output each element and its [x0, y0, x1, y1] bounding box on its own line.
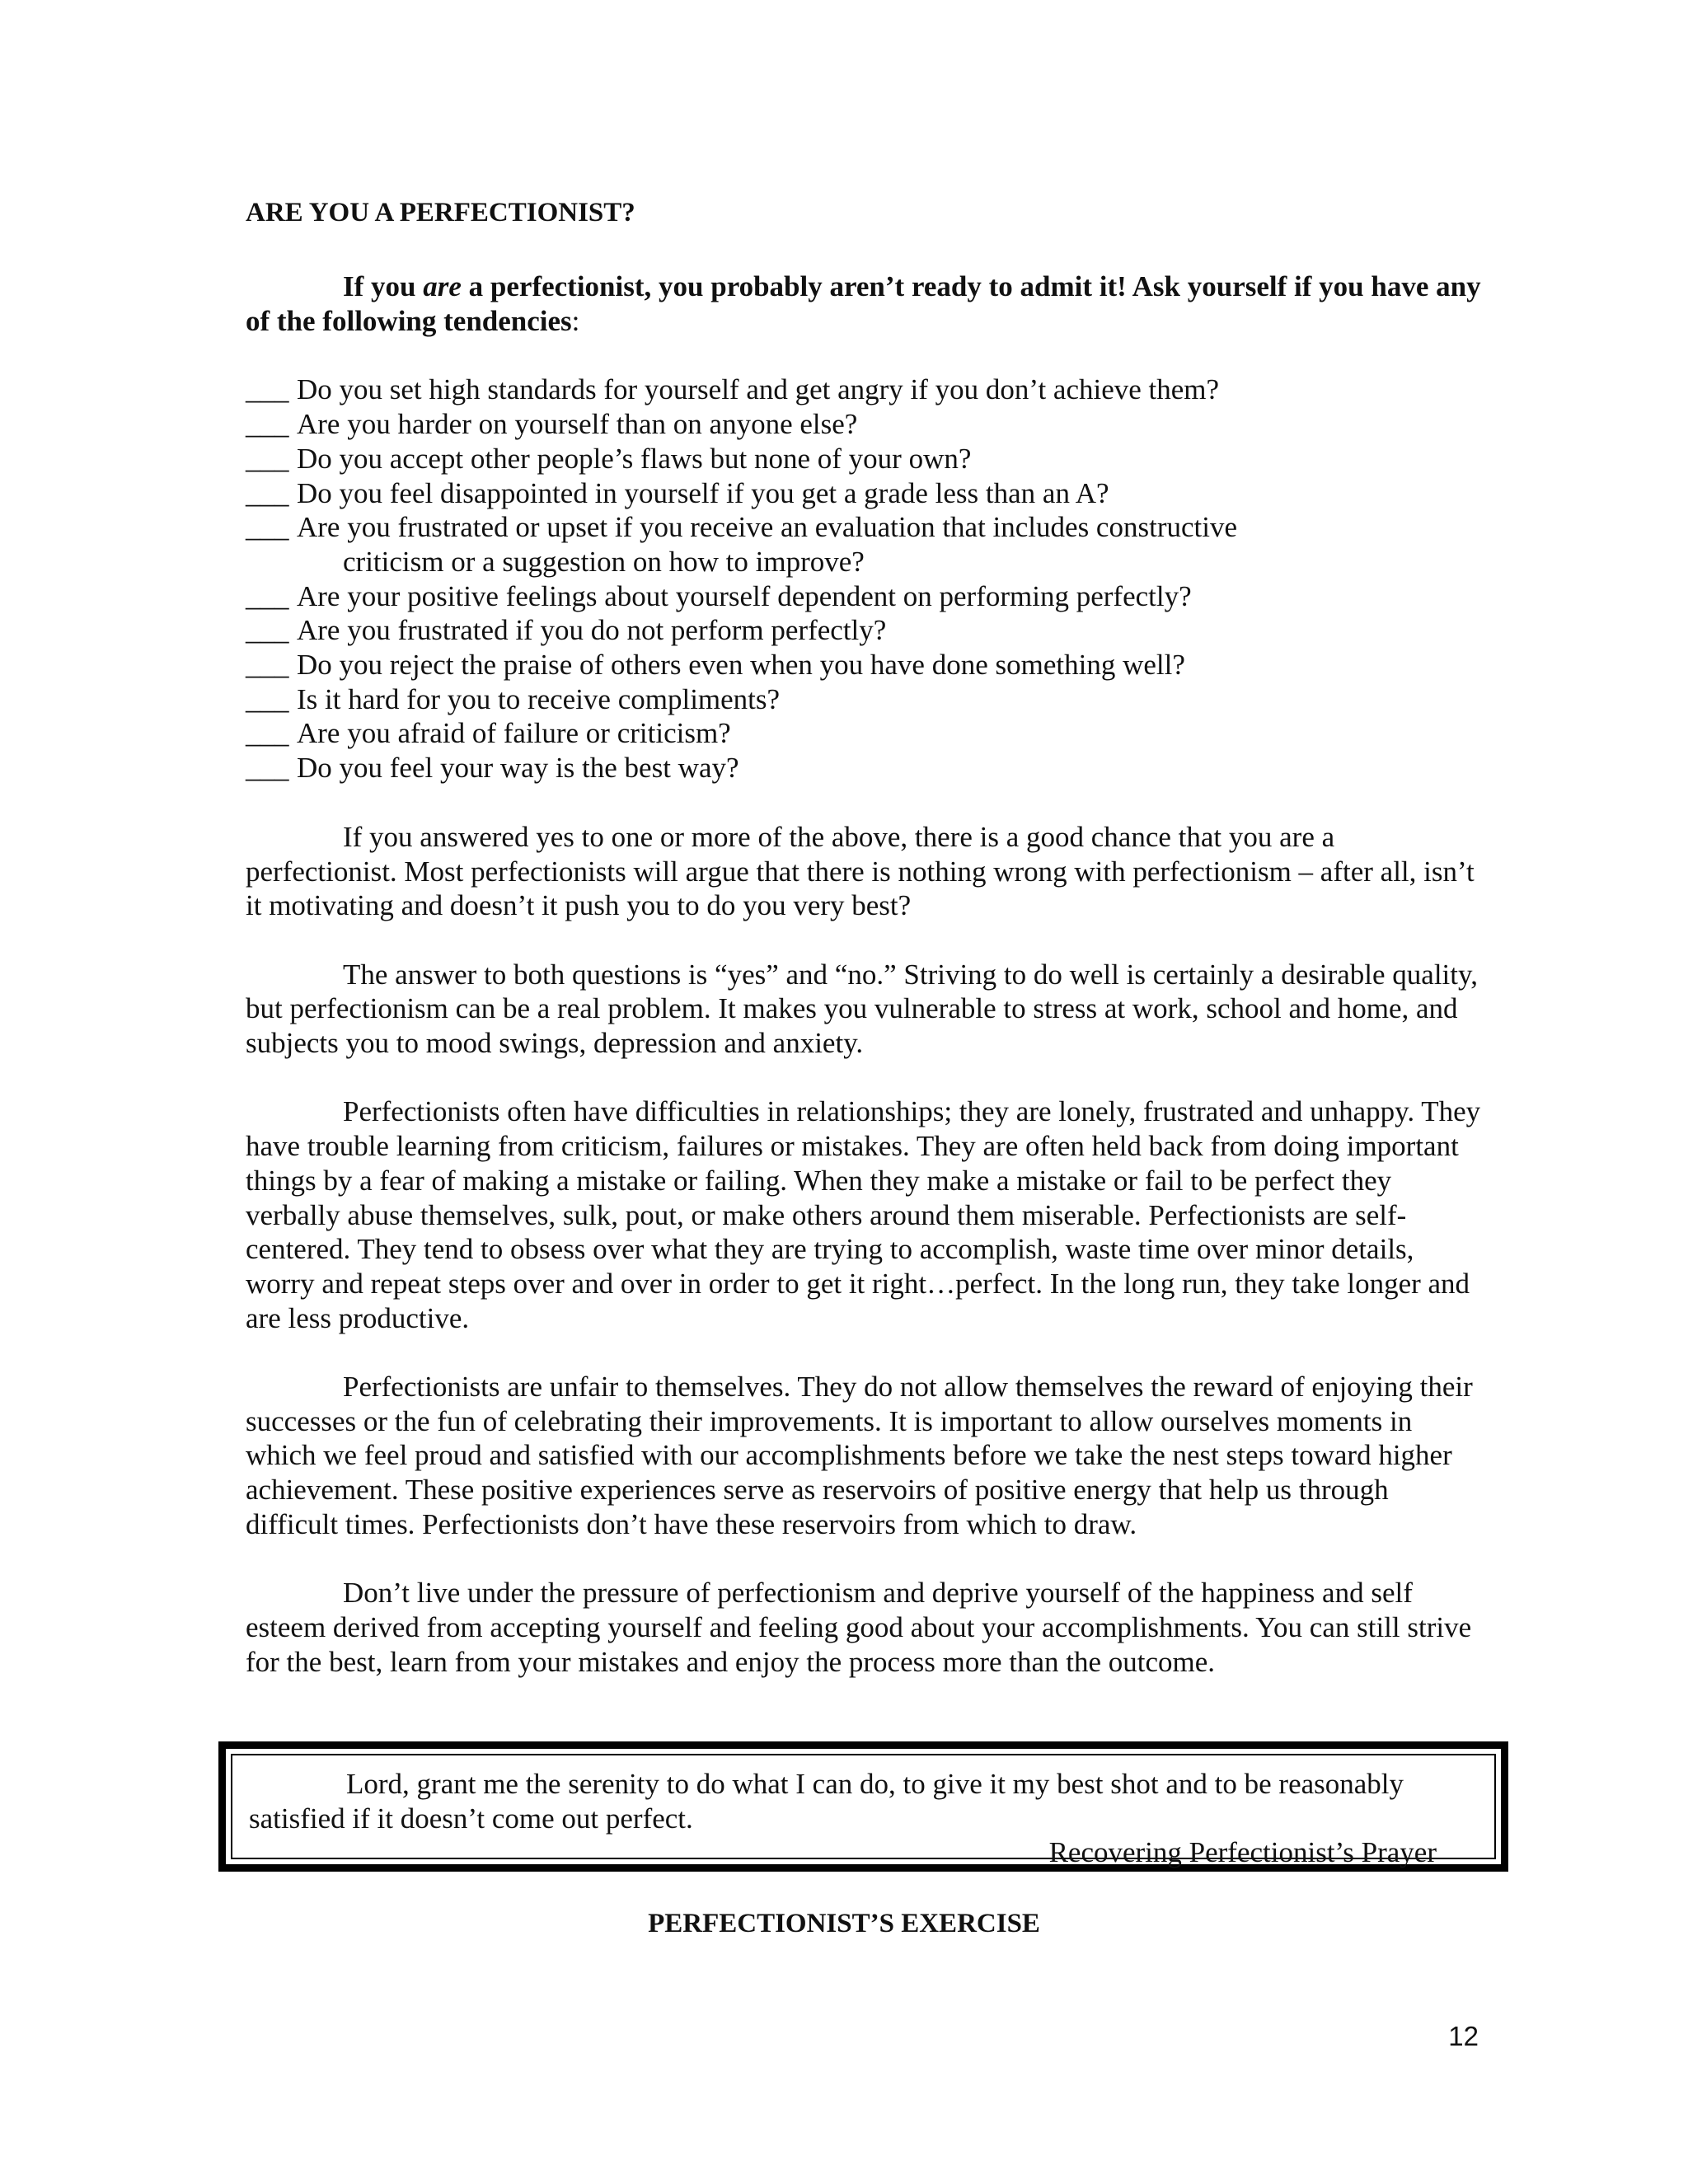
checklist-item — [246, 476, 1482, 511]
checklist-item — [246, 716, 1482, 751]
checklist-question: Are you afraid of failure or criticism? — [297, 717, 731, 750]
checklist-question: Is it hard for you to receive compliments? — [297, 682, 781, 715]
body-paragraph: If you answered yes to one or more of the above, there is a good chance that you are a perfectionist. Most perfectionists will argue that there is nothing wrong with perfectionism – after all, isn’t it motivating and doesn’t it push you to do you very best? — [246, 820, 1475, 922]
body-paragraph: The answer to both questions is “yes” and “no.” Striving to do well is certainly a desirable quality, but perfectionism can be a real problem. It makes you vulnerable to stress at work, school and home, and subjects you to mood swings, depression and anxiety. — [246, 958, 1478, 1060]
page-title: ARE YOU A PERFECTIONIST? — [246, 198, 635, 227]
page-number: 12 — [1448, 2021, 1479, 2051]
tendency-checklist — [246, 373, 1482, 785]
checklist-item — [246, 373, 1482, 407]
checklist-item — [246, 682, 1482, 717]
checklist-question: Are you harder on yourself than on anyone else? — [297, 408, 858, 441]
checklist-question-continuation: criticism or a suggestion on how to improve? — [343, 545, 865, 578]
checklist-item — [246, 648, 1482, 682]
answer-blank[interactable]: ___ — [246, 373, 289, 406]
checklist-question: Do you feel disappointed in yourself if you get a grade less than an A? — [297, 476, 1109, 509]
checklist-question: Are you frustrated if you do not perform perfectly? — [297, 614, 887, 647]
checklist-question: Are you frustrated or upset if you receive an evaluation that includes constructive — [297, 511, 1237, 544]
answer-blank[interactable]: ___ — [246, 408, 289, 441]
answer-blank[interactable]: ___ — [246, 511, 289, 544]
checklist-item — [246, 613, 1482, 648]
checklist-question: Do you accept other people’s flaws but none of your own? — [297, 442, 972, 475]
checklist-question: Are your positive feelings about yourself dependent on performing perfectly? — [297, 579, 1192, 612]
checklist-item — [246, 442, 1482, 476]
answer-blank[interactable]: ___ — [246, 476, 289, 509]
prayer-box — [218, 1741, 1508, 1872]
exercise-heading: PERFECTIONIST’S EXERCISE — [648, 1909, 1040, 1938]
answer-blank[interactable]: ___ — [246, 717, 289, 750]
answer-blank[interactable]: ___ — [246, 649, 289, 682]
checklist-item — [246, 510, 1482, 579]
body-paragraph: Perfectionists are unfair to themselves. They do not allow themselves the reward of enjoying their successes or the fun of celebrating their improvements. It is important to allow ourselves moments in which we feel proud and satisfied with our accomplishments before we take the nest steps toward higher achievement. These positive experiences serve as reservoirs of positive energy that help us through difficult times. Perfectionists don’t have these reservoirs from which to draw. — [246, 1371, 1473, 1540]
answer-blank[interactable]: ___ — [246, 752, 289, 785]
body-paragraph: Don’t live under the pressure of perfectionism and deprive yourself of the happiness and self esteem derived from accepting yourself and feeling good about your accomplishments. You can still strive for the best, learn from your mistakes and enjoy the process more than the outcome. — [246, 1577, 1472, 1678]
prayer-attribution: Recovering Perfectionist’s Prayer — [1048, 1836, 1437, 1869]
intro-paragraph — [246, 269, 1482, 338]
intro-part2: a perfectionist, you probably aren’t ready to admit it! Ask yourself if you have any of the following tendencies — [246, 270, 1481, 337]
prayer-inner-border — [231, 1754, 1496, 1869]
intro-part1: If you — [343, 270, 424, 302]
answer-blank[interactable]: ___ — [246, 682, 289, 715]
prayer-text: Lord, grant me the serenity to do what I can do, to give it my best shot and to be reasonably satisfied if it doesn’t come out perfect. — [249, 1768, 1404, 1835]
checklist-question: Do you set high standards for yourself and get angry if you don’t achieve them? — [297, 373, 1220, 406]
checklist-item — [246, 751, 1482, 785]
intro-emphasis: are — [423, 270, 462, 302]
document-body — [246, 198, 1482, 1713]
checklist-question: Do you feel your way is the best way? — [297, 752, 739, 785]
intro-colon: : — [571, 304, 580, 337]
answer-blank[interactable]: ___ — [246, 614, 289, 647]
answer-blank[interactable]: ___ — [246, 442, 289, 475]
checklist-question: Do you reject the praise of others even when you have done something well? — [297, 649, 1185, 682]
checklist-item — [246, 407, 1482, 442]
answer-blank[interactable]: ___ — [246, 579, 289, 612]
body-paragraph: Perfectionists often have difficulties in relationships; they are lonely, frustrated and unhappy. They have trouble learning from criticism, failures or mistakes. They are often held back from doing important things by a fear of making a mistake or failing. When they make a mistake or fail to be perfect they verbally abuse themselves, sulk, pout, or make others around them miserable. Perfectionists are self-centered. They tend to obsess over what they are trying to accomplish, waste time over minor details, worry and repeat steps over and over in order to get it right…perfect. In the long run, they take longer and are less productive. — [246, 1095, 1481, 1334]
checklist-item — [246, 579, 1482, 614]
